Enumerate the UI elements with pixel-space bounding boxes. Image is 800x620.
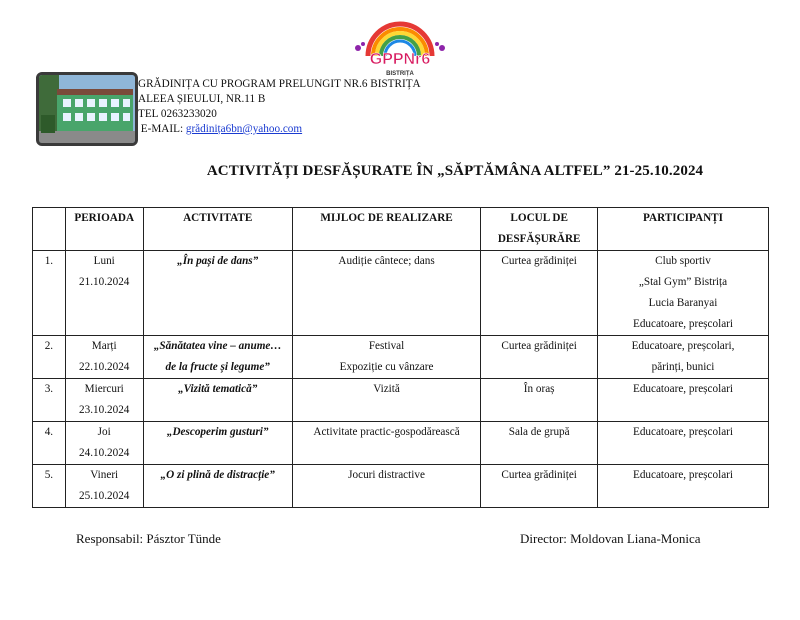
activity-cell	[143, 336, 292, 379]
means-line: Jocuri distractive	[348, 469, 425, 481]
period-date: 22.10.2024	[79, 361, 130, 373]
place-cell: Curtea grădiniței	[481, 251, 598, 336]
means-cell	[292, 465, 481, 508]
participants-line: Club sportiv	[655, 255, 711, 267]
activity-line: „Sănătatea vine – anume…	[153, 340, 282, 352]
activity-line: „Descoperim gusturi”	[166, 426, 269, 438]
activity-line: „Vizită tematică”	[178, 383, 258, 395]
means-line: Activitate practic-gospodărească	[313, 426, 460, 438]
period-cell	[65, 379, 143, 422]
school-building-photo	[36, 72, 138, 146]
header-period: PERIOADA	[65, 208, 143, 251]
director-signature: Director: Moldovan Liana-Monica	[520, 531, 701, 546]
period-cell	[65, 251, 143, 336]
activity-line: „În pași de dans”	[177, 255, 259, 267]
participants-line: Educatoare, preșcolari,	[631, 340, 735, 352]
means-cell	[292, 422, 481, 465]
means-line: Festival	[368, 340, 405, 352]
participants-line: Educatoare, preșcolari	[632, 469, 733, 481]
place-cell: În oraș	[481, 379, 598, 422]
school-email-line	[138, 122, 421, 137]
school-header	[138, 77, 421, 137]
school-address: ALEEA ȘIEULUI, NR.11 B	[138, 93, 266, 105]
email-link[interactable]: grădinița6bn@yahoo.com	[185, 123, 303, 135]
email-label: E-MAIL:	[140, 123, 184, 135]
header-nr	[33, 208, 66, 251]
row-number: 1.	[33, 251, 66, 336]
school-name: GRĂDINIȚA CU PROGRAM PRELUNGIT NR.6 BISTRIȚA	[138, 78, 421, 90]
participants-line: Educatoare, preșcolari	[632, 426, 733, 438]
table-row	[33, 379, 769, 422]
row-number: 5.	[33, 465, 66, 508]
means-cell	[292, 379, 481, 422]
participants-line: „Stal Gym” Bistrița	[638, 276, 728, 288]
table-row	[33, 251, 769, 336]
period-date: 21.10.2024	[79, 276, 130, 288]
participants-line: Educatoare, preșcolari	[632, 383, 733, 395]
period-date: 24.10.2024	[79, 447, 130, 459]
period-day: Luni	[93, 255, 115, 267]
activity-cell	[143, 465, 292, 508]
activities-table	[32, 207, 769, 508]
participants-line: Educatoare, preșcolari	[632, 318, 733, 330]
participants-line: părinți, bunici	[651, 361, 715, 373]
table-header-row	[33, 208, 769, 251]
header-means: MIJLOC DE REALIZARE	[292, 208, 481, 251]
logo-text: GPPNr6	[369, 51, 431, 68]
period-day: Joi	[97, 426, 111, 438]
means-cell	[292, 251, 481, 336]
place-cell: Curtea grădiniței	[481, 336, 598, 379]
means-line: Vizită	[373, 383, 400, 395]
means-cell	[292, 336, 481, 379]
header-participants: PARTICIPANȚI	[598, 208, 769, 251]
row-number: 2.	[33, 336, 66, 379]
place-cell: Sala de grupă	[481, 422, 598, 465]
participants-line: Lucia Baranyai	[648, 297, 718, 309]
participants-cell	[598, 465, 769, 508]
participants-cell	[598, 379, 769, 422]
means-line: Audiție cântece; dans	[338, 255, 435, 267]
period-cell	[65, 465, 143, 508]
activity-line: „O zi plină de distracție”	[160, 469, 275, 481]
place-cell: Curtea grădiniței	[481, 465, 598, 508]
table-row	[33, 336, 769, 379]
participants-cell	[598, 336, 769, 379]
table-row	[33, 465, 769, 508]
row-number: 4.	[33, 422, 66, 465]
document-title	[0, 163, 800, 180]
participants-cell	[598, 251, 769, 336]
logo-subtext: BISTRIȚA	[386, 71, 414, 77]
school-phone: TEL 0263233020	[138, 108, 217, 120]
row-number: 3.	[33, 379, 66, 422]
period-day: Miercuri	[84, 383, 124, 395]
header-activity: ACTIVITATE	[143, 208, 292, 251]
responsible-signature: Responsabil: Pásztor Tünde	[76, 531, 221, 546]
period-date: 25.10.2024	[79, 490, 130, 502]
activity-cell	[143, 422, 292, 465]
means-line: Expoziție cu vânzare	[339, 361, 434, 373]
participants-cell	[598, 422, 769, 465]
activity-cell	[143, 251, 292, 336]
period-date: 23.10.2024	[79, 404, 130, 416]
period-cell	[65, 422, 143, 465]
header-place: LOCUL DE DESFĂȘURĂRE	[481, 208, 598, 251]
kindergarten-logo	[350, 12, 450, 78]
period-cell	[65, 336, 143, 379]
period-day: Vineri	[90, 469, 119, 481]
period-day: Marți	[91, 340, 117, 352]
document-title-text: ACTIVITĂȚI DESFĂȘURATE ÎN „SĂPTĂMÂNA ALTFEL” 21-25.10.2024	[206, 163, 704, 179]
activity-line: de la fructe și legume”	[165, 361, 270, 373]
activity-cell	[143, 379, 292, 422]
table-row	[33, 422, 769, 465]
